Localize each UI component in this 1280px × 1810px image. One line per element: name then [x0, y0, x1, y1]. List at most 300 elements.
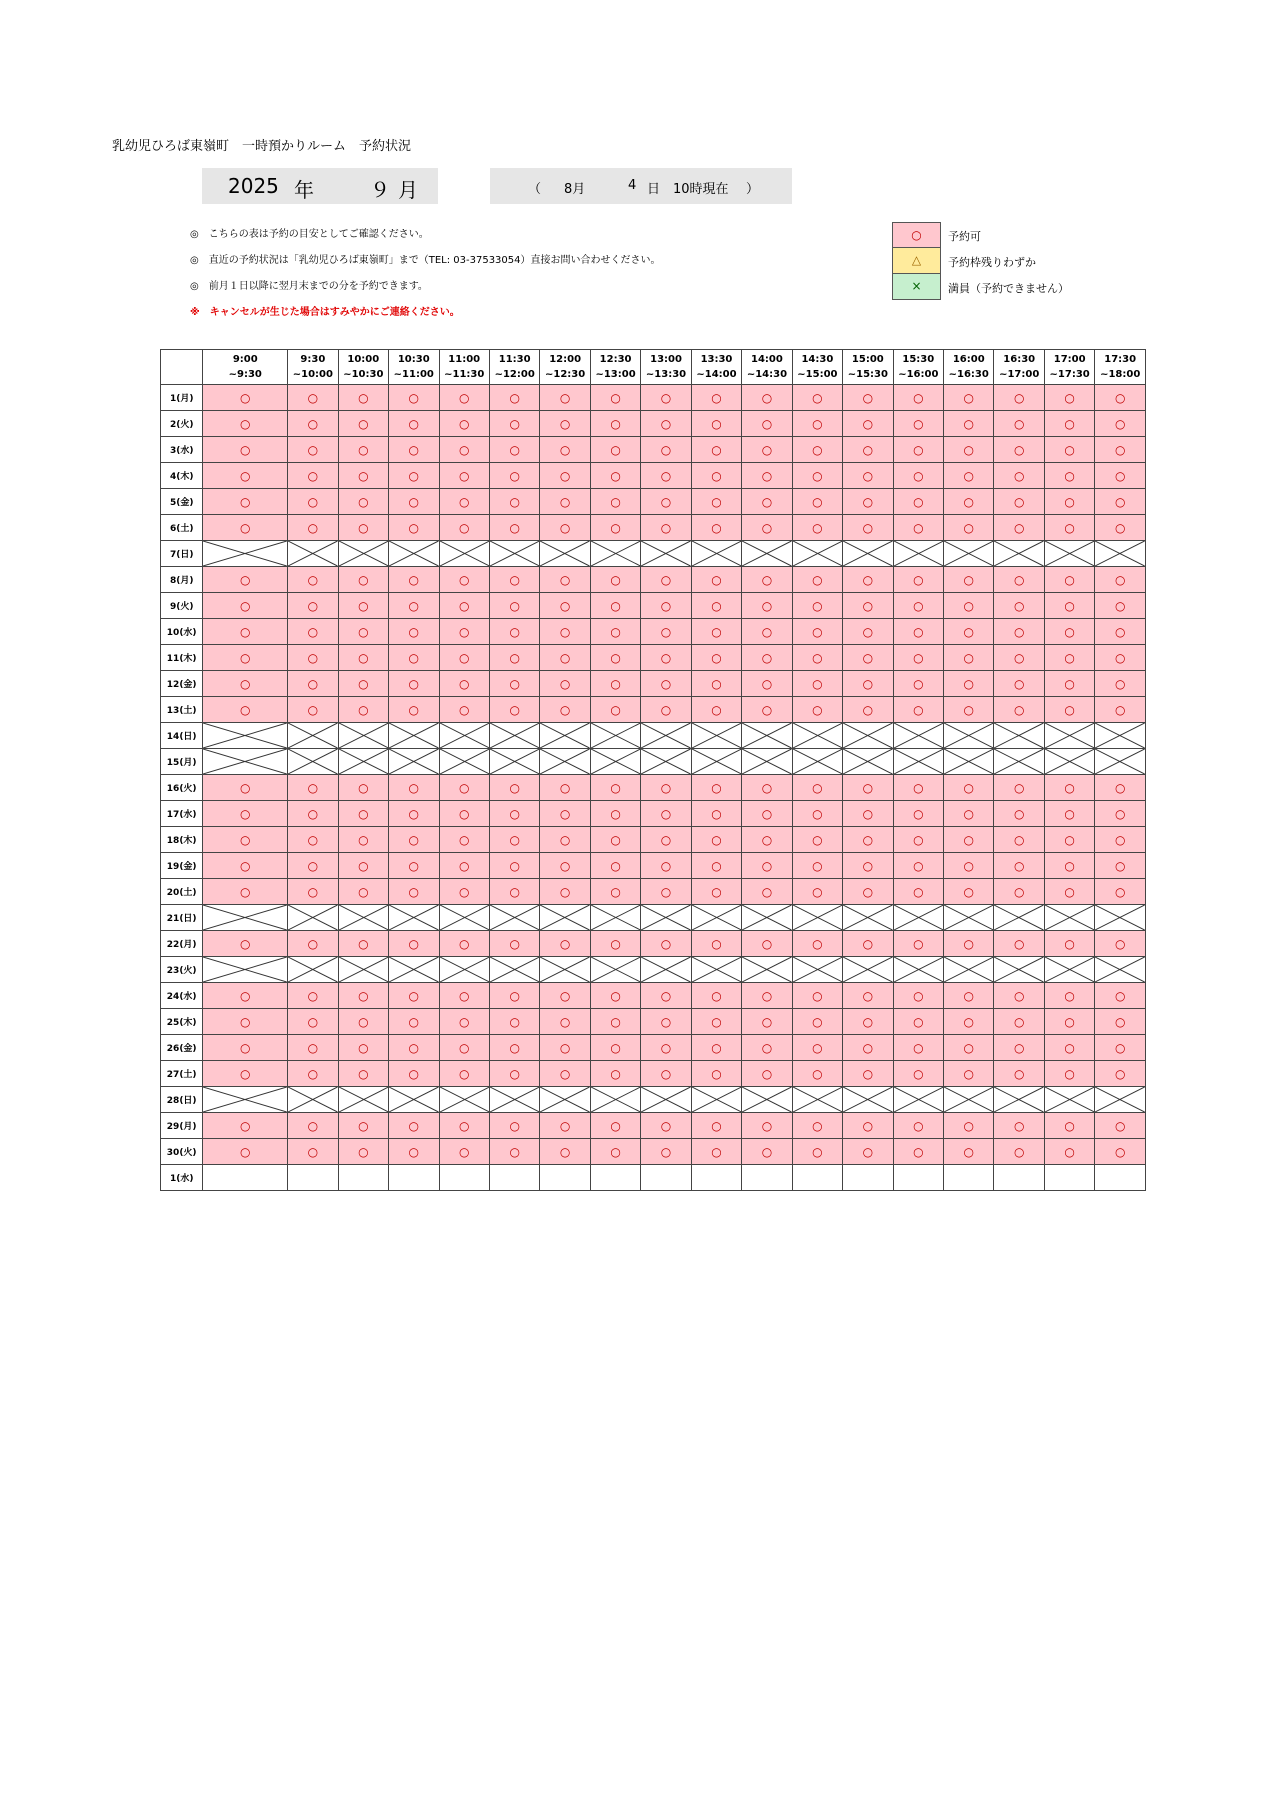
slot-available: ○: [893, 697, 943, 723]
slot-closed: [590, 723, 640, 749]
slot-available: ○: [994, 801, 1044, 827]
slot-available: ○: [439, 697, 489, 723]
slot-closed: [893, 749, 943, 775]
slot-available: ○: [893, 1113, 943, 1139]
slot-available: ○: [1095, 853, 1146, 879]
slot-closed: [893, 957, 943, 983]
day-row: [161, 801, 1146, 827]
time-slot-end: ~12:00: [494, 369, 535, 380]
slot-available: ○: [944, 1035, 994, 1061]
slot-available: ○: [540, 411, 590, 437]
closed-cross-icon: [339, 905, 388, 930]
slot-available: ○: [843, 1009, 893, 1035]
slot-available: ○: [439, 593, 489, 619]
slot-available: ○: [691, 385, 741, 411]
slot-closed: [590, 905, 640, 931]
slot-available: ○: [893, 1035, 943, 1061]
slot-available: ○: [944, 1113, 994, 1139]
slot-available: ○: [944, 645, 994, 671]
slot-available: ○: [742, 1035, 792, 1061]
slot-available: ○: [843, 385, 893, 411]
day-label: 3(水): [161, 437, 203, 463]
slot-available: ○: [641, 931, 691, 957]
slot-available: ○: [742, 853, 792, 879]
time-slot-start: 17:30: [1104, 354, 1137, 365]
day-row: [161, 385, 1146, 411]
slot-closed: [742, 723, 792, 749]
slot-available: ○: [439, 489, 489, 515]
closed-cross-icon: [339, 1087, 388, 1112]
slot-available: ○: [742, 489, 792, 515]
slot-available: ○: [691, 775, 741, 801]
slot-available: ○: [288, 879, 338, 905]
slot-closed: [1095, 957, 1146, 983]
closed-cross-icon: [894, 541, 943, 566]
time-slot-end: ~13:30: [645, 369, 687, 380]
slot-available: ○: [641, 1009, 691, 1035]
slot-available: ○: [691, 489, 741, 515]
slot-closed: [1095, 749, 1146, 775]
slot-available: ○: [641, 697, 691, 723]
day-label: 22(月): [161, 931, 203, 957]
closed-cross-icon: [641, 749, 690, 774]
closed-cross-icon: [490, 749, 539, 774]
closed-cross-icon: [944, 1087, 993, 1112]
slot-available: ○: [641, 593, 691, 619]
slot-empty: [288, 1165, 338, 1191]
legend-full-swatch: ×: [892, 274, 941, 300]
slot-empty: [203, 1165, 288, 1191]
closed-cross-icon: [1095, 541, 1145, 566]
closed-cross-icon: [490, 541, 539, 566]
time-slot-header: [203, 350, 288, 385]
legend-full-label: 満員（予約できません）: [948, 282, 1069, 295]
slot-available: ○: [742, 567, 792, 593]
slot-available: ○: [893, 463, 943, 489]
closed-cross-icon: [339, 541, 388, 566]
closed-cross-icon: [389, 905, 438, 930]
slot-closed: [792, 905, 842, 931]
slot-closed: [338, 541, 388, 567]
slot-available: ○: [540, 1035, 590, 1061]
slot-closed: [641, 905, 691, 931]
slot-available: ○: [742, 671, 792, 697]
slot-available: ○: [1044, 593, 1094, 619]
slot-available: ○: [288, 619, 338, 645]
slot-available: ○: [944, 853, 994, 879]
slot-closed: [742, 1087, 792, 1113]
slot-available: ○: [843, 489, 893, 515]
slot-empty: [641, 1165, 691, 1191]
slot-available: ○: [338, 567, 388, 593]
slot-available: ○: [792, 463, 842, 489]
closed-cross-icon: [288, 541, 337, 566]
slot-available: ○: [203, 385, 288, 411]
slot-available: ○: [203, 437, 288, 463]
slot-available: ○: [994, 697, 1044, 723]
closed-cross-icon: [742, 1087, 791, 1112]
slot-available: ○: [540, 515, 590, 541]
slot-closed: [994, 1087, 1044, 1113]
time-slot-end: ~14:00: [696, 369, 737, 380]
slot-available: ○: [489, 1035, 539, 1061]
slot-available: ○: [1044, 879, 1094, 905]
time-slot-start: 14:30: [801, 354, 834, 365]
slot-available: ○: [288, 385, 338, 411]
slot-available: ○: [389, 1061, 439, 1087]
slot-available: ○: [590, 437, 640, 463]
slot-closed: [338, 749, 388, 775]
slot-closed: [489, 723, 539, 749]
slot-available: ○: [489, 463, 539, 489]
closed-cross-icon: [1095, 1087, 1145, 1112]
slot-available: ○: [288, 983, 338, 1009]
day-label: 8(月): [161, 567, 203, 593]
slot-available: ○: [439, 437, 489, 463]
slot-available: ○: [540, 801, 590, 827]
slot-closed: [944, 957, 994, 983]
time-slot-header: [742, 350, 792, 385]
slot-closed: [489, 1087, 539, 1113]
slot-available: ○: [389, 1113, 439, 1139]
day-row: [161, 749, 1146, 775]
closed-cross-icon: [540, 749, 589, 774]
closed-cross-icon: [994, 1087, 1043, 1112]
day-row: [161, 1061, 1146, 1087]
slot-available: ○: [994, 983, 1044, 1009]
slot-available: ○: [590, 567, 640, 593]
slot-available: ○: [691, 515, 741, 541]
slot-available: ○: [203, 645, 288, 671]
slot-available: ○: [389, 827, 439, 853]
slot-closed: [843, 723, 893, 749]
slot-available: ○: [944, 489, 994, 515]
slot-available: ○: [338, 593, 388, 619]
slot-available: ○: [439, 983, 489, 1009]
time-slot-end: ~10:00: [292, 369, 333, 380]
slot-available: ○: [1044, 983, 1094, 1009]
slot-available: ○: [590, 801, 640, 827]
slot-available: ○: [742, 619, 792, 645]
slot-available: ○: [742, 437, 792, 463]
slot-closed: [288, 957, 338, 983]
slot-available: ○: [540, 1009, 590, 1035]
closed-cross-icon: [440, 749, 489, 774]
day-label: 14(日): [161, 723, 203, 749]
closed-cross-icon: [389, 957, 438, 982]
slot-available: ○: [691, 1009, 741, 1035]
slot-available: ○: [1095, 983, 1146, 1009]
day-row: [161, 1165, 1146, 1191]
slot-available: ○: [994, 827, 1044, 853]
slot-available: ○: [1044, 1035, 1094, 1061]
time-slot-end: ~14:30: [746, 369, 788, 380]
slot-available: ○: [944, 463, 994, 489]
day-label: 28(日): [161, 1087, 203, 1113]
time-slot-start: 12:30: [599, 354, 632, 365]
slot-available: ○: [944, 775, 994, 801]
slot-available: ○: [1095, 593, 1146, 619]
slot-available: ○: [489, 671, 539, 697]
slot-available: ○: [994, 385, 1044, 411]
slot-available: ○: [590, 593, 640, 619]
time-slot-start: 14:00: [751, 354, 783, 365]
slot-available: ○: [893, 827, 943, 853]
slot-available: ○: [338, 1139, 388, 1165]
slot-closed: [792, 723, 842, 749]
slot-available: ○: [792, 1035, 842, 1061]
slot-available: ○: [590, 775, 640, 801]
slot-closed: [1095, 905, 1146, 931]
slot-available: ○: [792, 983, 842, 1009]
slot-available: ○: [389, 879, 439, 905]
slot-available: ○: [792, 801, 842, 827]
slot-closed: [203, 723, 288, 749]
slot-available: ○: [843, 437, 893, 463]
time-header-row: [161, 350, 1146, 385]
time-slot-end: ~13:00: [595, 369, 636, 380]
day-label: 23(火): [161, 957, 203, 983]
slot-closed: [792, 541, 842, 567]
slot-available: ○: [203, 931, 288, 957]
slot-available: ○: [1095, 1139, 1146, 1165]
closed-cross-icon: [339, 957, 388, 982]
slot-available: ○: [792, 671, 842, 697]
slot-available: ○: [1044, 1009, 1094, 1035]
slot-available: ○: [641, 671, 691, 697]
day-row: [161, 853, 1146, 879]
slot-available: ○: [994, 775, 1044, 801]
day-label: 9(火): [161, 593, 203, 619]
slot-closed: [944, 723, 994, 749]
slot-closed: [641, 723, 691, 749]
slot-closed: [389, 1087, 439, 1113]
slot-available: ○: [641, 463, 691, 489]
slot-available: ○: [338, 931, 388, 957]
closed-cross-icon: [793, 541, 842, 566]
slot-closed: [944, 749, 994, 775]
slot-closed: [1095, 541, 1146, 567]
slot-closed: [203, 905, 288, 931]
slot-closed: [288, 905, 338, 931]
slot-available: ○: [338, 1009, 388, 1035]
slot-closed: [691, 749, 741, 775]
slot-closed: [691, 957, 741, 983]
slot-available: ○: [540, 697, 590, 723]
closed-cross-icon: [894, 749, 943, 774]
time-slot-start: 13:30: [700, 354, 733, 365]
month-box: [202, 168, 438, 204]
slot-available: ○: [203, 827, 288, 853]
slot-available: ○: [843, 775, 893, 801]
slot-available: ○: [389, 411, 439, 437]
slot-available: ○: [742, 593, 792, 619]
slot-available: ○: [792, 853, 842, 879]
slot-available: ○: [893, 983, 943, 1009]
closed-cross-icon: [994, 723, 1043, 748]
time-slot-start: 16:00: [952, 354, 985, 365]
slot-available: ○: [489, 645, 539, 671]
day-label: 5(金): [161, 489, 203, 515]
slot-available: ○: [1044, 645, 1094, 671]
time-slot-start: 11:30: [498, 354, 531, 365]
time-slot-header: [540, 350, 590, 385]
slot-available: ○: [843, 1113, 893, 1139]
closed-cross-icon: [944, 905, 993, 930]
slot-closed: [389, 541, 439, 567]
slot-closed: [540, 541, 590, 567]
slot-available: ○: [691, 645, 741, 671]
closed-cross-icon: [894, 1087, 943, 1112]
slot-available: ○: [590, 931, 640, 957]
day-row: [161, 437, 1146, 463]
time-slot-start: 11:00: [448, 354, 481, 365]
time-slot-header: [1095, 350, 1146, 385]
day-rows: [161, 385, 1146, 1191]
slot-closed: [439, 749, 489, 775]
slot-available: ○: [893, 385, 943, 411]
slot-available: ○: [203, 515, 288, 541]
slot-available: ○: [1095, 697, 1146, 723]
closed-cross-icon: [1045, 905, 1094, 930]
slot-available: ○: [288, 1139, 338, 1165]
slot-available: ○: [994, 853, 1044, 879]
slot-available: ○: [389, 645, 439, 671]
slot-available: ○: [843, 619, 893, 645]
day-row: [161, 1139, 1146, 1165]
slot-available: ○: [641, 411, 691, 437]
slot-available: ○: [691, 1035, 741, 1061]
slot-available: ○: [893, 775, 943, 801]
slot-available: ○: [1095, 567, 1146, 593]
slot-available: ○: [389, 853, 439, 879]
slot-available: ○: [944, 983, 994, 1009]
slot-closed: [389, 957, 439, 983]
slot-available: ○: [994, 489, 1044, 515]
slot-available: ○: [203, 1061, 288, 1087]
slot-available: ○: [792, 879, 842, 905]
slot-closed: [439, 723, 489, 749]
closed-cross-icon: [490, 905, 539, 930]
slot-available: ○: [843, 515, 893, 541]
slot-closed: [1044, 957, 1094, 983]
note-1: ◎ こちらの表は予約の目安としてご確認ください。: [190, 229, 429, 240]
slot-available: ○: [540, 463, 590, 489]
slot-available: ○: [1044, 1061, 1094, 1087]
day-row: [161, 489, 1146, 515]
closed-cross-icon: [692, 749, 741, 774]
slot-available: ○: [641, 385, 691, 411]
slot-available: ○: [944, 619, 994, 645]
slot-available: ○: [203, 671, 288, 697]
slot-available: ○: [994, 463, 1044, 489]
closed-cross-icon: [641, 905, 690, 930]
slot-available: ○: [203, 463, 288, 489]
slot-available: ○: [489, 411, 539, 437]
slot-available: ○: [338, 1061, 388, 1087]
slot-closed: [691, 723, 741, 749]
corner-cell: [161, 350, 203, 385]
slot-available: ○: [641, 775, 691, 801]
closed-cross-icon: [692, 957, 741, 982]
slot-available: ○: [389, 489, 439, 515]
slot-available: ○: [439, 879, 489, 905]
slot-available: ○: [792, 411, 842, 437]
slot-available: ○: [742, 879, 792, 905]
time-slot-end: ~12:30: [545, 369, 586, 380]
day-label: 19(金): [161, 853, 203, 879]
slot-closed: [843, 749, 893, 775]
slot-available: ○: [691, 437, 741, 463]
slot-available: ○: [540, 489, 590, 515]
slot-available: ○: [691, 463, 741, 489]
legend-few-left-label: 予約枠残りわずか: [948, 256, 1036, 269]
day-row: [161, 515, 1146, 541]
slot-available: ○: [641, 1061, 691, 1087]
closed-cross-icon: [843, 541, 892, 566]
slot-available: ○: [203, 853, 288, 879]
as-of-day: 4: [628, 178, 637, 193]
slot-available: ○: [1044, 619, 1094, 645]
slot-closed: [540, 1087, 590, 1113]
slot-available: ○: [792, 1009, 842, 1035]
legend-available-swatch: ○: [892, 222, 941, 248]
day-label: 17(水): [161, 801, 203, 827]
slot-available: ○: [994, 1061, 1044, 1087]
slot-available: ○: [288, 801, 338, 827]
slot-closed: [792, 749, 842, 775]
slot-available: ○: [288, 437, 338, 463]
slot-closed: [641, 541, 691, 567]
slot-available: ○: [338, 645, 388, 671]
slot-available: ○: [843, 671, 893, 697]
slot-available: ○: [1044, 853, 1094, 879]
slot-available: ○: [489, 983, 539, 1009]
closed-cross-icon: [641, 1087, 690, 1112]
slot-available: ○: [489, 1139, 539, 1165]
slot-available: ○: [944, 931, 994, 957]
slot-available: ○: [641, 645, 691, 671]
as-of-month: 8月: [564, 182, 586, 197]
slot-available: ○: [1095, 1061, 1146, 1087]
slot-closed: [641, 749, 691, 775]
slot-available: ○: [641, 983, 691, 1009]
slot-available: ○: [843, 827, 893, 853]
slot-available: ○: [590, 489, 640, 515]
slot-available: ○: [691, 931, 741, 957]
closed-cross-icon: [994, 749, 1043, 774]
slot-available: ○: [540, 827, 590, 853]
slot-available: ○: [439, 1035, 489, 1061]
note-3: ◎ 前月１日以降に翌月末までの分を予約できます。: [190, 281, 428, 292]
slot-available: ○: [439, 1061, 489, 1087]
slot-available: ○: [691, 671, 741, 697]
slot-available: ○: [1095, 1035, 1146, 1061]
slot-available: ○: [203, 879, 288, 905]
slot-available: ○: [439, 645, 489, 671]
slot-available: ○: [439, 567, 489, 593]
slot-closed: [1044, 723, 1094, 749]
slot-available: ○: [893, 515, 943, 541]
slot-available: ○: [691, 593, 741, 619]
slot-available: ○: [338, 697, 388, 723]
slot-available: ○: [389, 697, 439, 723]
closed-cross-icon: [440, 723, 489, 748]
day-row: [161, 879, 1146, 905]
slot-closed: [489, 905, 539, 931]
slot-available: ○: [439, 463, 489, 489]
day-row: [161, 983, 1146, 1009]
